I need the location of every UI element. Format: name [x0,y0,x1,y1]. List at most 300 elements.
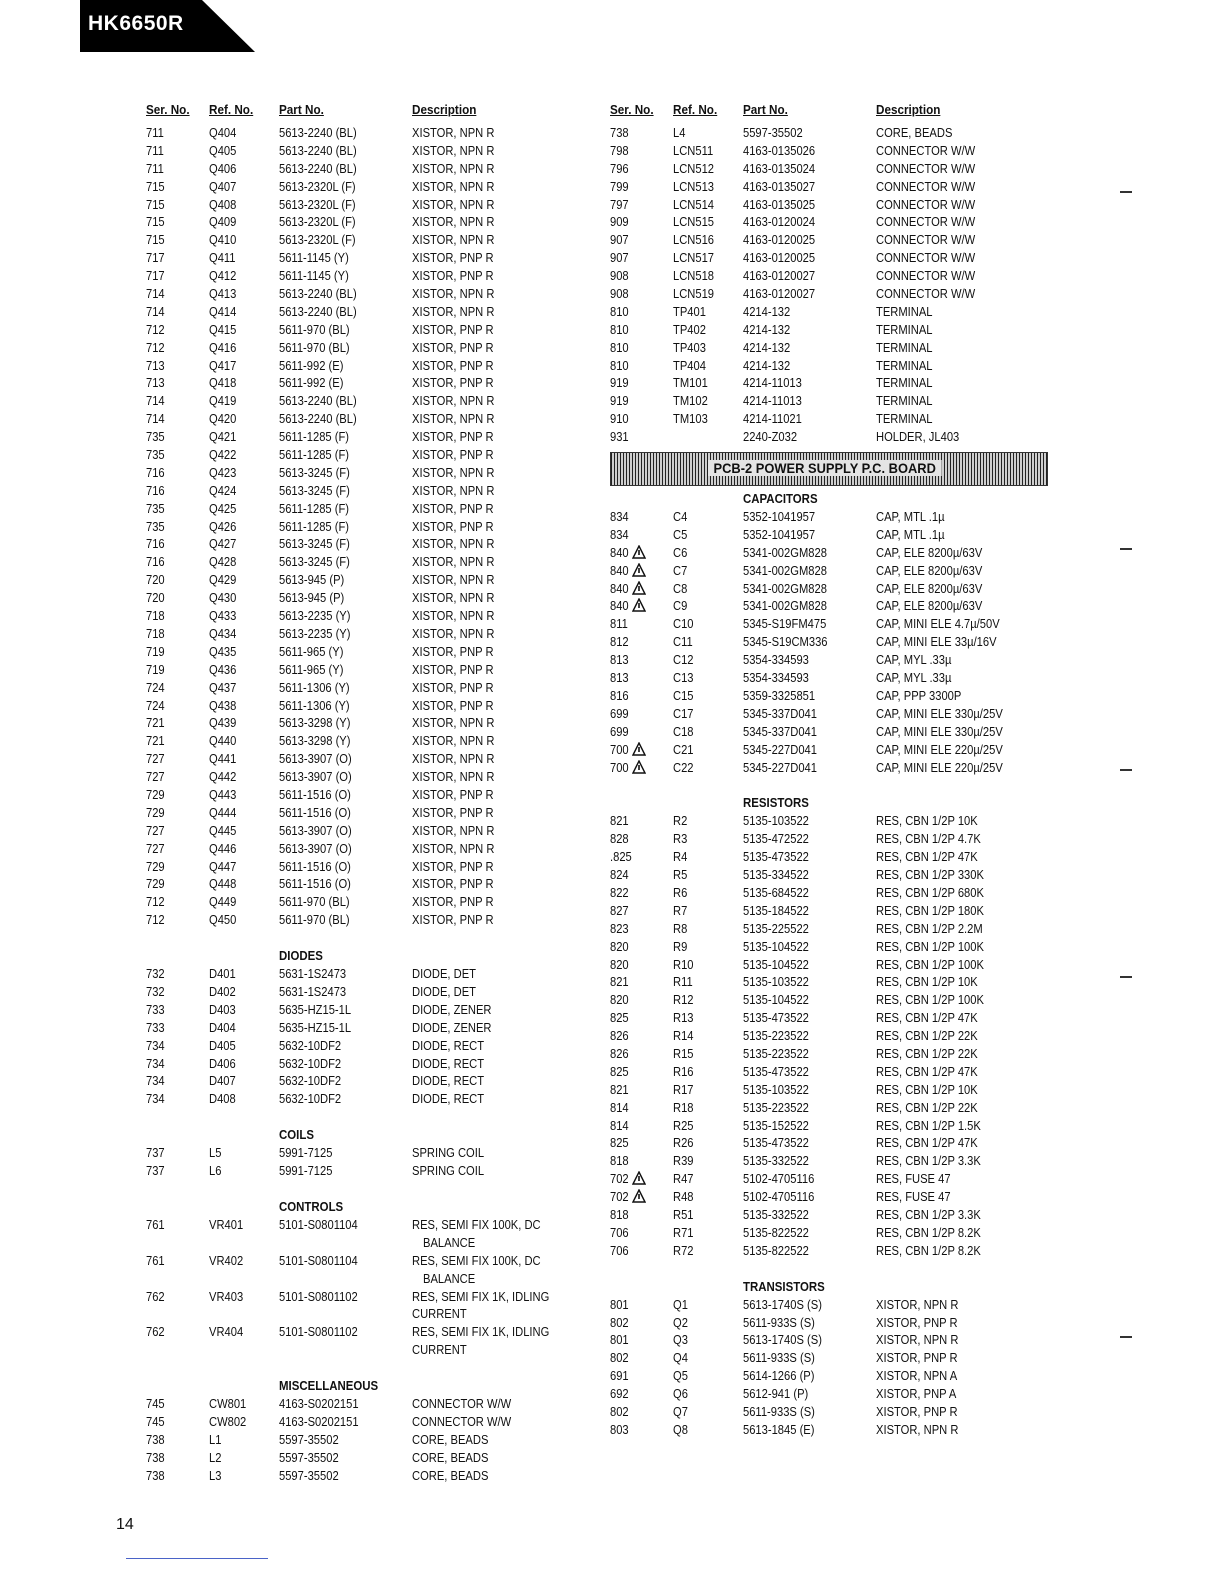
ser-no: 715 [146,232,165,248]
description: XISTOR, NPN R [412,715,495,731]
board-title-band [610,452,1048,486]
part-row [610,178,1050,196]
description: RES, CBN 1/2P 3.3K [876,1153,981,1169]
part-no: 4163-S0202151 [279,1396,359,1412]
section-heading [146,1126,586,1144]
ser-no: 700 [610,741,629,757]
part-no: 5632-10DF2 [279,1055,342,1071]
parts-list-right-column [610,100,1050,1439]
part-row [146,875,586,893]
ref-no: Q438 [209,697,237,713]
part-no: 5354-334593 [743,670,809,686]
part-no: 5613-945 (P) [279,572,345,588]
part-row [610,866,1050,884]
ser-no: 931 [610,429,629,445]
part-no: 5612-941 (P) [743,1386,809,1402]
part-row [146,714,586,732]
ref-no: TP404 [673,357,706,373]
description: RES, CBN 1/2P 100K [876,956,984,972]
description-continued: CURRENT [412,1306,467,1322]
part-no: 5135-103522 [743,974,809,990]
part-row [610,213,1050,231]
description: XISTOR, PNP R [412,858,494,874]
part-row [146,679,586,697]
part-row [610,1134,1050,1152]
part-row [610,196,1050,214]
ref-no: Q428 [209,554,237,570]
part-row [146,661,586,679]
description: XISTOR, NPN R [876,1296,959,1312]
part-no: 5613-3907 (O) [279,840,352,856]
description: XISTOR, NPN R [412,608,495,624]
ser-no: 737 [146,1145,165,1161]
ref-no: R7 [673,902,688,918]
part-no: 5135-152522 [743,1117,809,1133]
part-no: 5611-992 (E) [279,357,344,373]
ser-no: 762 [146,1324,165,1340]
part-no: 5345-S19CM336 [743,634,828,650]
page-number: 14 [116,1516,134,1533]
part-no: 5101-S0801104 [279,1216,358,1232]
ser-no: 712 [146,339,165,355]
part-row [146,840,586,858]
part-row [610,1403,1050,1421]
description: RES, CBN 1/2P 8.2K [876,1224,981,1240]
ref-no: R25 [673,1117,694,1133]
part-no: 4163-0120025 [743,250,816,266]
ref-no: Q447 [209,858,237,874]
ref-no: R47 [673,1171,694,1187]
section-title: CONTROLS [279,1198,344,1214]
ser-no: 834 [610,509,629,525]
part-no: 5597-35502 [743,125,803,140]
section-spacer [610,1260,1050,1278]
description: XISTOR, PNP R [876,1314,958,1330]
part-row [146,571,586,589]
description: XISTOR, NPN R [412,464,495,480]
ref-no: Q2 [673,1314,688,1330]
ref-no: C11 [673,634,693,650]
part-no: 5341-002GM828 [743,544,827,560]
ref-no: R72 [673,1242,694,1258]
ser-no: 732 [146,966,165,982]
part-row [610,615,1050,633]
part-no: 5611-965 (Y) [279,661,344,677]
ser-no: 714 [146,286,165,302]
description: DIODE, RECT [412,1037,485,1053]
ser-no: 718 [146,625,165,641]
part-no: 4214-132 [743,357,791,373]
ser-no: 828 [610,831,629,847]
ref-no: R2 [673,813,688,829]
description: XISTOR, PNP R [412,786,494,802]
footer-rule [126,1558,268,1559]
ser-no: 711 [146,142,164,158]
part-row [146,589,586,607]
ref-no: D402 [209,983,236,999]
ser-no: 717 [146,268,165,284]
description: RES, FUSE 47 [876,1189,951,1205]
ser-no: 816 [610,687,629,703]
ref-no: L6 [209,1163,222,1179]
safety-warning-icon [632,760,646,774]
description: TERMINAL [876,339,933,355]
part-no: 5613-1845 (E) [743,1421,815,1437]
part-row [146,732,586,750]
ser-no: 761 [146,1216,165,1232]
ref-no: R6 [673,884,688,900]
ser-no: 717 [146,250,165,266]
description: RES, CBN 1/2P 330K [876,867,984,883]
part-no: 5135-684522 [743,884,809,900]
part-row [146,196,586,214]
ref-no: C21 [673,741,694,757]
part-no: 5611-965 (Y) [279,643,344,659]
ref-no: Q422 [209,447,237,463]
section-title: COILS [279,1127,314,1143]
ref-no: Q446 [209,840,237,856]
part-no: 5102-4705116 [743,1171,815,1187]
part-no: 5611-1285 (F) [279,518,350,534]
part-no: 5611-1306 (Y) [279,697,350,713]
ref-no: Q435 [209,643,237,659]
ref-no: R10 [673,956,694,972]
part-no: 5611-970 (BL) [279,912,350,928]
part-no: 5611-1285 (F) [279,500,350,516]
description: RES, CBN 1/2P 47K [876,1010,978,1026]
part-row [610,142,1050,160]
ref-no: R17 [673,1081,694,1097]
ref-no: R5 [673,867,688,883]
ref-no: LCN518 [673,268,715,284]
part-row [610,991,1050,1009]
part-row [146,321,586,339]
ser-no: 799 [610,178,629,194]
ser-no: 712 [146,321,165,337]
ref-no: Q420 [209,411,237,427]
ref-no: Q434 [209,625,237,641]
ref-no: C7 [673,562,688,578]
part-row [610,1170,1050,1188]
description: DIODE, RECT [412,1055,485,1071]
ref-no: R71 [673,1224,694,1240]
part-row [146,249,586,267]
ref-no: CW802 [209,1414,247,1430]
ref-no: R3 [673,831,688,847]
part-no: 5611-970 (BL) [279,339,350,355]
ser-no: 719 [146,643,165,659]
ser-no: 699 [610,705,629,721]
ser-no: 818 [610,1206,629,1222]
part-row [146,482,586,500]
part-row [610,1421,1050,1439]
ser-no: 713 [146,375,165,391]
part-no: 5135-473522 [743,1063,809,1079]
ser-no: 810 [610,321,629,337]
ser-no: 716 [146,554,165,570]
ref-no: Q414 [209,303,237,319]
description: XISTOR, PNP R [412,447,494,463]
part-row [146,607,586,625]
ser-no: 820 [610,956,629,972]
safety-warning-icon [632,598,646,612]
header-ser: Ser. No. [610,102,654,117]
section-heading [146,1377,586,1395]
ser-no: 735 [146,429,165,445]
description: CONNECTOR W/W [876,268,976,284]
ser-no: 711 [146,160,164,176]
part-no: 5632-10DF2 [279,1037,342,1053]
ser-no: 737 [146,1163,165,1179]
ser-no: 840 [610,580,629,596]
description: CAP, MYL .33µ [876,670,952,686]
part-row [146,911,586,929]
part-row [146,518,586,536]
ser-no: 821 [610,1081,629,1097]
part-row [610,669,1050,687]
ref-no: Q425 [209,500,237,516]
part-no: 5135-104522 [743,992,809,1008]
part-row [146,768,586,786]
ref-no: R26 [673,1135,694,1151]
part-row [146,303,586,321]
part-no: 4163-0120027 [743,286,816,302]
description: RES, CBN 1/2P 22K [876,1099,978,1115]
part-row [146,428,586,446]
ref-no: L2 [209,1449,222,1465]
part-row [146,1413,586,1431]
part-row [610,428,1050,446]
part-no: 5135-223522 [743,1099,809,1115]
description: TERMINAL [876,303,933,319]
ser-no: 714 [146,393,165,409]
section-heading [610,1278,1050,1296]
ref-no: D404 [209,1019,236,1035]
ref-no: D401 [209,966,236,982]
description: XISTOR, NPN R [412,393,495,409]
ref-no: C8 [673,580,688,596]
part-no: 5613-2320L (F) [279,196,356,212]
part-row [610,1045,1050,1063]
part-row [146,750,586,768]
ref-no: Q4 [673,1350,688,1366]
ref-no: Q408 [209,196,237,212]
ser-no: 908 [610,268,629,284]
ser-no: 706 [610,1242,629,1258]
section-heading [146,947,586,965]
header-ser: Ser. No. [146,102,190,117]
part-row [610,830,1050,848]
ser-no: 716 [146,536,165,552]
part-no: 5613-2320L (F) [279,178,356,194]
part-no: 5611-1516 (O) [279,786,351,802]
ref-no: L4 [673,125,686,140]
ref-no: R9 [673,938,688,954]
ref-no: TP403 [673,339,706,355]
ser-no: 814 [610,1117,629,1133]
description: RES, CBN 1/2P 47K [876,1135,978,1151]
ser-no: 724 [146,697,165,713]
part-no: 5613-1740S (S) [743,1332,822,1348]
ser-no: .825 [610,849,632,865]
part-no: 5991-7125 [279,1145,333,1161]
part-row [146,267,586,285]
description: RES, FUSE 47 [876,1171,951,1187]
ser-no: 820 [610,992,629,1008]
ref-no: Q418 [209,375,237,391]
part-no: 5613-2240 (BL) [279,142,357,158]
description: CAP, MINI ELE 330µ/25V [876,723,1003,739]
ref-no: R15 [673,1045,694,1061]
part-no: 5611-1145 (Y) [279,250,349,266]
ref-no: LCN515 [673,214,715,230]
part-no: 5632-10DF2 [279,1091,342,1107]
table-header [146,100,586,124]
part-no: 5632-10DF2 [279,1073,342,1089]
ref-no: Q449 [209,894,237,910]
ser-no: 733 [146,1019,165,1035]
ser-no: 720 [146,590,165,606]
ref-no: C13 [673,670,694,686]
ref-no: Q441 [209,751,237,767]
ref-no: Q404 [209,125,237,140]
ser-no: 797 [610,196,629,212]
part-no: 5597-35502 [279,1431,339,1447]
section-spacer [146,1108,586,1126]
ser-no: 919 [610,393,629,409]
ser-no: 802 [610,1314,629,1330]
ser-no: 818 [610,1153,629,1169]
section-spacer [610,776,1050,794]
part-no: 5135-472522 [743,831,809,847]
part-row [610,160,1050,178]
part-no: 5613-2320L (F) [279,232,356,248]
ref-no: R12 [673,992,694,1008]
ser-no: 811 [610,616,628,632]
ref-no: R8 [673,920,688,936]
description: CAP, MINI ELE 220µ/25V [876,759,1003,775]
ref-no: LCN516 [673,232,715,248]
table-header [610,100,1050,124]
part-no: 5102-4705116 [743,1189,815,1205]
part-row [146,357,586,375]
ref-no: C5 [673,526,688,542]
part-row [610,544,1050,562]
part-row [610,687,1050,705]
part-row [146,178,586,196]
ser-no: 909 [610,214,629,230]
description: RES, CBN 1/2P 10K [876,1081,978,1097]
ref-no: Q419 [209,393,237,409]
ref-no: Q7 [673,1404,688,1419]
ser-no: 712 [146,912,165,928]
ref-no: Q440 [209,733,237,749]
part-no: 5352-1041957 [743,509,816,525]
description: RES, CBN 1/2P 180K [876,902,984,918]
description: XISTOR, NPN R [412,751,495,767]
part-no: 5345-S19FM475 [743,616,827,632]
model-title: HK6650R [88,12,184,35]
description: RES, CBN 1/2P 4.7K [876,831,981,847]
section-spacer [146,1180,586,1198]
description: XISTOR, NPN R [412,822,495,838]
description: XISTOR, PNP R [412,697,494,713]
ref-no: Q424 [209,482,237,498]
ref-no: R48 [673,1189,694,1205]
part-no: 5613-3907 (O) [279,822,352,838]
ref-no: LCN512 [673,160,715,176]
ser-no: 745 [146,1396,165,1412]
description: TERMINAL [876,357,933,373]
description: XISTOR, NPN R [412,196,495,212]
ser-no: 796 [610,160,629,176]
ref-no: R14 [673,1028,694,1044]
ser-no: 706 [610,1224,629,1240]
ser-no: 827 [610,902,629,918]
ser-no: 810 [610,303,629,319]
part-row [610,1224,1050,1242]
safety-warning-icon [632,742,646,756]
part-no: 5613-3245 (F) [279,464,350,480]
part-no: 5611-992 (E) [279,375,344,391]
ref-no: Q445 [209,822,237,838]
part-row [610,812,1050,830]
part-no: 5613-2240 (BL) [279,125,357,140]
part-no: 5101-S0801104 [279,1252,358,1268]
ref-no: Q439 [209,715,237,731]
part-row [146,1449,586,1467]
description: XISTOR, PNP R [412,268,494,284]
ser-no: 729 [146,804,165,820]
part-no: 5611-1285 (F) [279,447,350,463]
header-ref: Ref. No. [209,102,254,117]
part-row [610,339,1050,357]
ref-no: Q410 [209,232,237,248]
part-row [146,124,586,142]
part-no: 5611-933S (S) [743,1350,815,1366]
part-no: 4163-0120025 [743,232,816,248]
margin-mark [1120,191,1132,193]
part-row [146,804,586,822]
part-no: 5631-1S2473 [279,966,347,982]
description: XISTOR, NPN R [876,1332,959,1348]
ser-no: 724 [146,679,165,695]
ref-no: Q443 [209,786,237,802]
ref-no: TM102 [673,393,708,409]
ref-no: VR404 [209,1324,244,1340]
ser-no: 715 [146,178,165,194]
ref-no: Q8 [673,1421,688,1437]
ref-no: Q417 [209,357,237,373]
description: DIODE, DET [412,966,476,982]
description: XISTOR, NPN R [412,160,495,176]
part-row [610,1367,1050,1385]
ser-no: 715 [146,214,165,230]
description: XISTOR, NPN R [412,536,495,552]
part-no: 5611-1285 (F) [279,429,350,445]
part-row [610,1188,1050,1206]
ref-no: Q450 [209,912,237,928]
description: RES, SEMI FIX 100K, DC [412,1252,541,1268]
part-row [610,741,1050,759]
part-row [610,723,1050,741]
ser-no: 834 [610,526,629,542]
part-row [610,321,1050,339]
part-no: 5135-103522 [743,1081,809,1097]
description: XISTOR, NPN R [412,625,495,641]
ser-no: 702 [610,1171,629,1187]
ref-no: TP401 [673,303,706,319]
